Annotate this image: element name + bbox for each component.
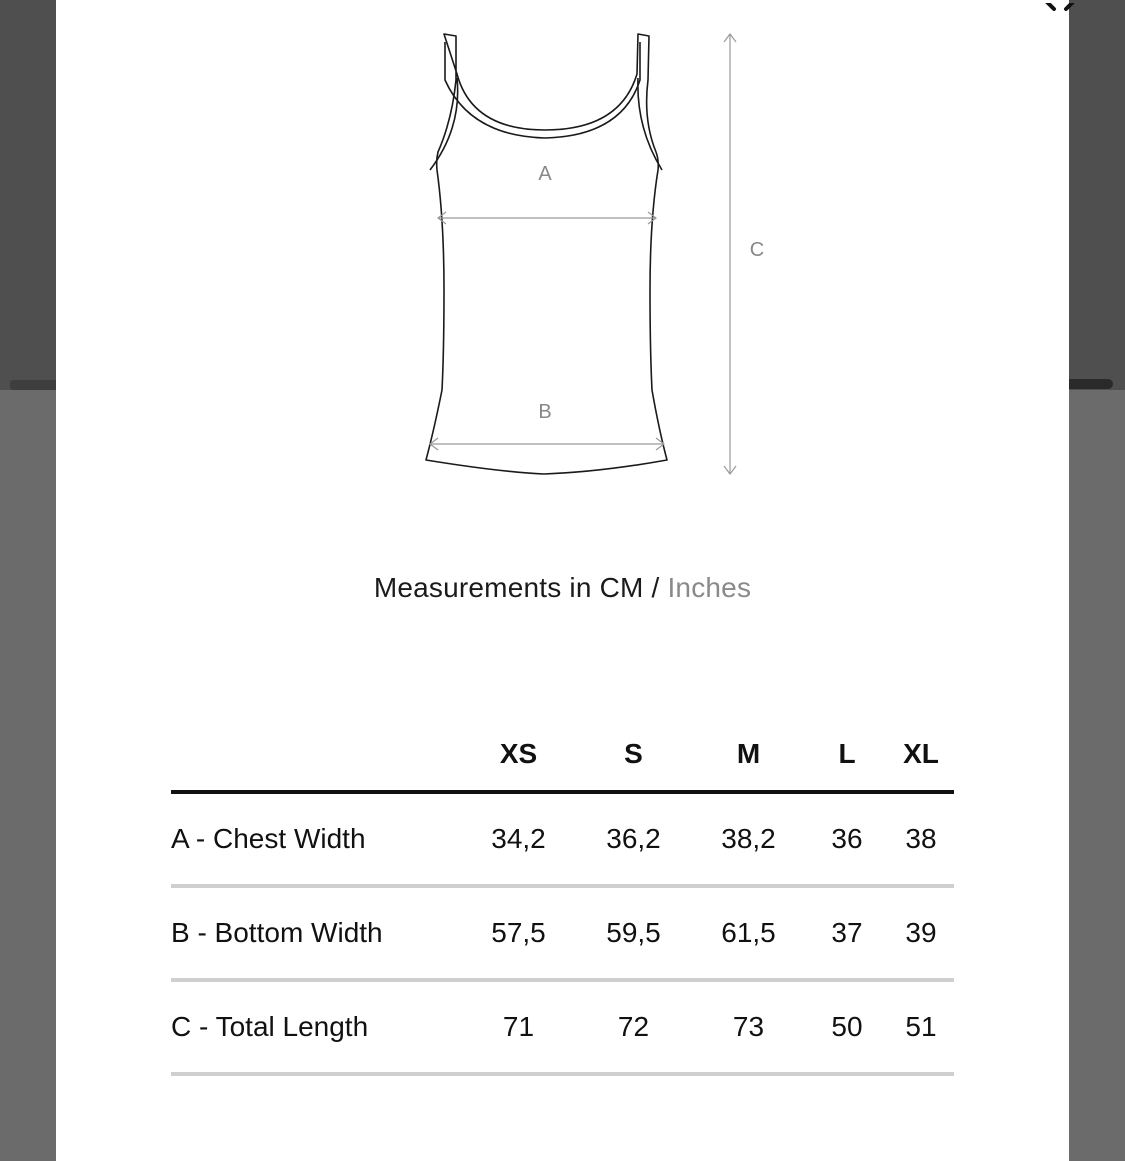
size-header-s: S [576,718,691,792]
size-header-xs: XS [461,718,576,792]
row-label-bottom-width: B - Bottom Width [171,886,461,980]
tank-top-diagram [400,20,780,500]
background-image-left [0,0,56,390]
table-cell: 38,2 [691,792,806,886]
diagram-label-c: C [749,239,765,261]
table-cell: 36 [806,792,888,886]
table-cell: 50 [806,980,888,1074]
table-cell: 37 [806,886,888,980]
diagram-label-a: A [538,163,552,185]
table-cell: 72 [576,980,691,1074]
table-row [171,886,954,980]
close-button[interactable] [1042,0,1078,10]
table-cell: 61,5 [691,886,806,980]
measurements-title [0,572,1125,604]
table-cell: 57,5 [461,886,576,980]
row-label-chest-width: A - Chest Width [171,792,461,886]
size-header-xl: XL [888,718,954,792]
table-cell: 71 [461,980,576,1074]
close-icon [1042,3,1078,13]
header-empty [171,718,461,792]
units-cm-label: Measurements in CM / [373,572,668,603]
size-header-l: L [806,718,888,792]
background-bar-left [10,380,56,390]
size-table [171,718,954,1076]
table-row [171,980,954,1074]
table-cell: 51 [888,980,954,1074]
inches-toggle[interactable]: Inches [667,572,752,603]
table-cell: 36,2 [576,792,691,886]
diagram-label-b: B [538,401,552,423]
background-image-right [1069,0,1125,390]
table-cell: 38 [888,792,954,886]
table-cell: 34,2 [461,792,576,886]
table-cell: 39 [888,886,954,980]
size-header-m: M [691,718,806,792]
size-header-row [171,718,954,792]
background-bar-right [1069,379,1113,389]
table-cell: 73 [691,980,806,1074]
row-label-total-length: C - Total Length [171,980,461,1074]
table-row [171,792,954,886]
table-cell: 59,5 [576,886,691,980]
